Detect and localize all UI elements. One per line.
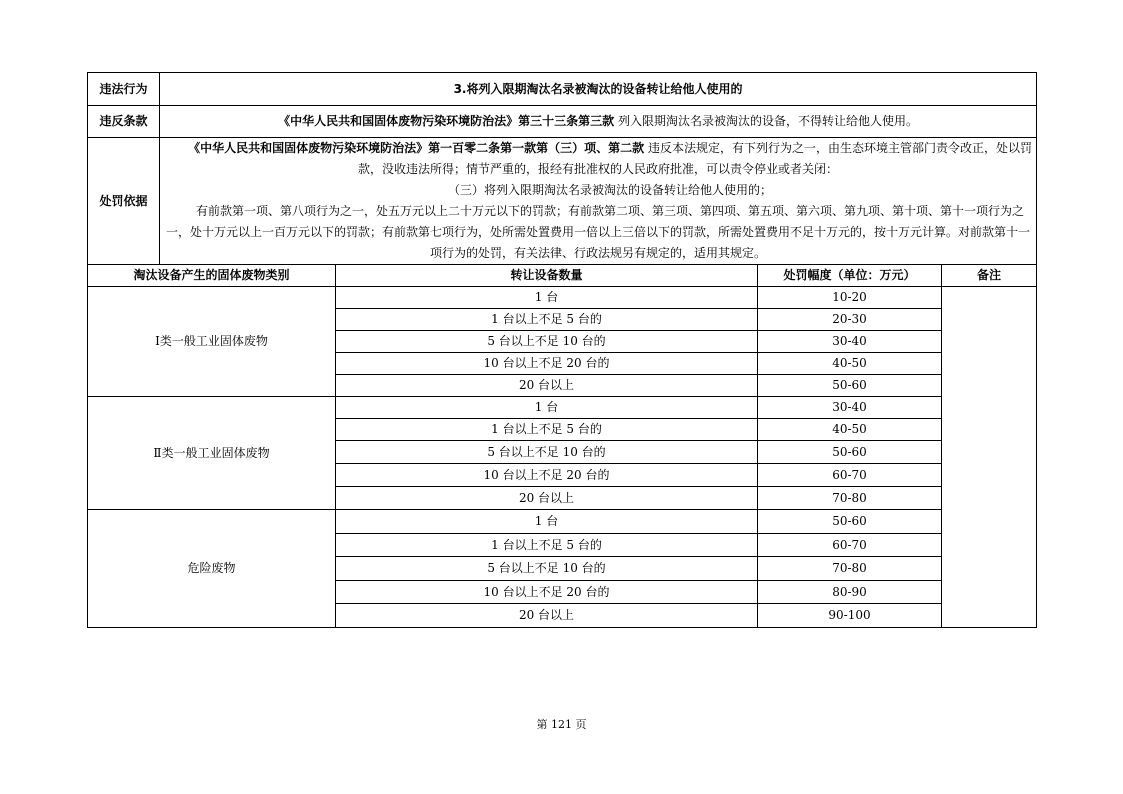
act-label: 违法行为 (88, 73, 160, 106)
table-row (88, 510, 1037, 534)
basis-law-ref: 《中华人民共和国固体废物污染环境防治法》第一百零二条第一款第（三）项、第二款 (188, 141, 645, 155)
quantity-cell: 10 台以上不足 20 台的 (336, 581, 758, 604)
range-cell: 40-50 (758, 419, 942, 441)
basis-label: 处罚依据 (88, 138, 160, 265)
range-cell: 90-100 (758, 604, 942, 628)
quantity-cell: 10 台以上不足 20 台的 (336, 464, 758, 487)
range-cell: 10-20 (758, 287, 942, 309)
quantity-cell: 1 台以上不足 5 台的 (336, 419, 758, 441)
basis-content (160, 138, 1037, 265)
quantity-cell: 1 台 (336, 397, 758, 419)
quantity-cell: 20 台以上 (336, 604, 758, 628)
basis-para3: 有前款第一项、第八项行为之一，处五万元以上二十万元以下的罚款；有前款第二项、第三项、第四项、第五项、第六项、第九项、第十项、第十一项行为之一，处十万元以上一百万元以下的罚款；有前款第七项行为，处所需处置费用一倍以上三倍以下的罚款，所需处置费用不足十万元的，按十万元计算。对前款第十一项行为的处罚，有关法律、行政法规另有规定的，适用其规定。 (166, 204, 1031, 260)
quantity-cell: 5 台以上不足 10 台的 (336, 441, 758, 464)
clause-law-ref: 《中华人民共和国固体废物污染环境防治法》第三十三条第三款 (278, 114, 615, 128)
table-row (88, 287, 1037, 309)
header-remark: 备注 (942, 265, 1037, 287)
range-cell: 80-90 (758, 581, 942, 604)
quantity-cell: 1 台 (336, 287, 758, 309)
table-header-row (88, 265, 1037, 287)
basis-row (88, 138, 1037, 265)
range-cell: 70-80 (758, 557, 942, 581)
clause-text: 列入限期淘汰名录被淘汰的设备，不得转让给他人使用。 (617, 114, 918, 128)
range-cell: 40-50 (758, 353, 942, 375)
table-row (88, 397, 1037, 419)
penalty-table (87, 72, 1037, 628)
clause-content (160, 106, 1037, 138)
quantity-cell: 1 台以上不足 5 台的 (336, 534, 758, 557)
category-cell: Ⅰ类一般工业固体废物 (88, 287, 336, 397)
range-cell: 60-70 (758, 534, 942, 557)
clause-label: 违反条款 (88, 106, 160, 138)
header-category: 淘汰设备产生的固体废物类别 (88, 265, 336, 287)
act-title: 3.将列入限期淘汰名录被淘汰的设备转让给他人使用的 (160, 73, 1037, 106)
category-cell: 危险废物 (88, 510, 336, 628)
quantity-cell: 5 台以上不足 10 台的 (336, 557, 758, 581)
page-number: 第 121 页 (536, 718, 587, 731)
range-cell: 70-80 (758, 487, 942, 510)
category-cell: Ⅱ类一般工业固体废物 (88, 397, 336, 510)
range-cell: 50-60 (758, 441, 942, 464)
range-cell: 20-30 (758, 309, 942, 331)
act-row (88, 73, 1037, 106)
quantity-cell: 1 台以上不足 5 台的 (336, 309, 758, 331)
quantity-cell: 20 台以上 (336, 487, 758, 510)
header-quantity: 转让设备数量 (336, 265, 758, 287)
range-cell: 60-70 (758, 464, 942, 487)
remark-cell (942, 287, 1037, 628)
clause-row (88, 106, 1037, 138)
quantity-cell: 10 台以上不足 20 台的 (336, 353, 758, 375)
basis-para1: 违反本法规定，有下列行为之一，由生态环境主管部门责令改正，处以罚款，没收违法所得；情节严重的，报经有批准权的人民政府批准，可以责令停业或者关闭： (358, 141, 1032, 176)
range-cell: 30-40 (758, 397, 942, 419)
quantity-cell: 5 台以上不足 10 台的 (336, 331, 758, 353)
range-cell: 50-60 (758, 375, 942, 397)
range-cell: 50-60 (758, 510, 942, 534)
quantity-cell: 1 台 (336, 510, 758, 534)
quantity-cell: 20 台以上 (336, 375, 758, 397)
header-penalty-range: 处罚幅度（单位：万元） (758, 265, 942, 287)
range-cell: 30-40 (758, 331, 942, 353)
basis-para2: （三）将列入限期淘汰名录被淘汰的设备转让给他人使用的； (448, 183, 773, 197)
